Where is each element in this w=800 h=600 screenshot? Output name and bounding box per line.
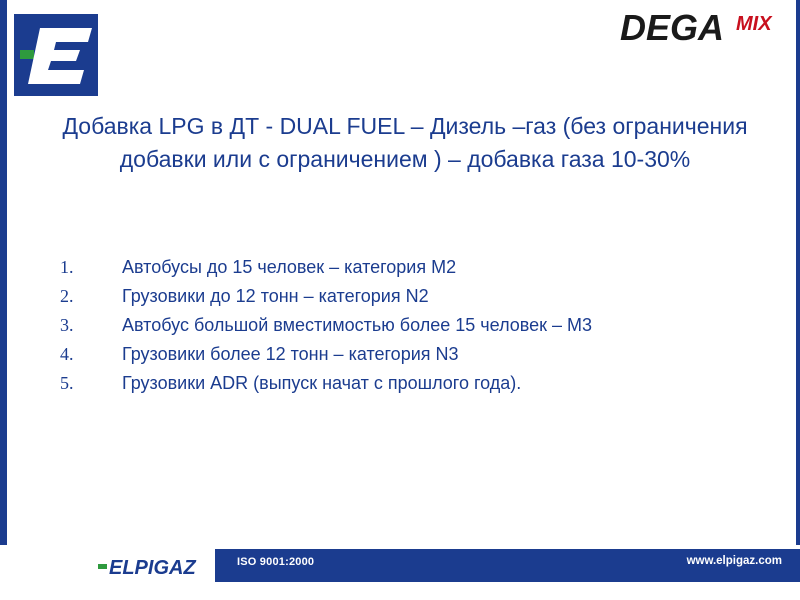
elpigaz-logo-text: ELPIGAZ — [109, 557, 196, 579]
list-item — [60, 315, 760, 344]
dega-logo-text: DEGA — [620, 7, 725, 46]
list-item-text: Грузовики до 12 тонн – категория N2 — [122, 286, 429, 306]
list-item-number: 4. — [60, 344, 74, 364]
list-item-text: Грузовики более 12 тонн – категория N3 — [122, 344, 459, 364]
list-item-text: Автобусы до 15 человек – категория M2 — [122, 257, 457, 277]
list-item-number: 5. — [60, 373, 74, 393]
list-item-number: 1. — [60, 257, 74, 277]
slide-title: Добавка LPG в ДТ - DUAL FUEL – Дизель –газ (без ограничения добавки или с ограничением ) – добавка газа 10-30% — [62, 113, 748, 172]
list-item-text: Автобус большой вместимостью более 15 человек – M3 — [122, 315, 593, 335]
list-item — [60, 257, 760, 286]
list-item-text: Грузовики ADR (выпуск начат с прошлого года). — [122, 373, 522, 393]
mix-logo-text: MIX — [736, 13, 772, 35]
website-link[interactable]: www.elpigaz.com — [686, 555, 782, 567]
iso-certification-label: ISO 9001:2000 — [237, 556, 315, 568]
vehicle-category-list — [60, 257, 760, 402]
left-accent-bar — [0, 0, 7, 545]
list-item-number: 2. — [60, 286, 74, 306]
right-accent-bar — [796, 0, 800, 545]
elpigaz-e-logo-icon — [14, 14, 98, 96]
list-item — [60, 344, 760, 373]
list-item — [60, 286, 760, 315]
elpigaz-logo — [95, 548, 215, 582]
list-item-number: 3. — [60, 315, 74, 335]
degamix-logo — [618, 4, 790, 46]
list-item — [60, 373, 760, 402]
